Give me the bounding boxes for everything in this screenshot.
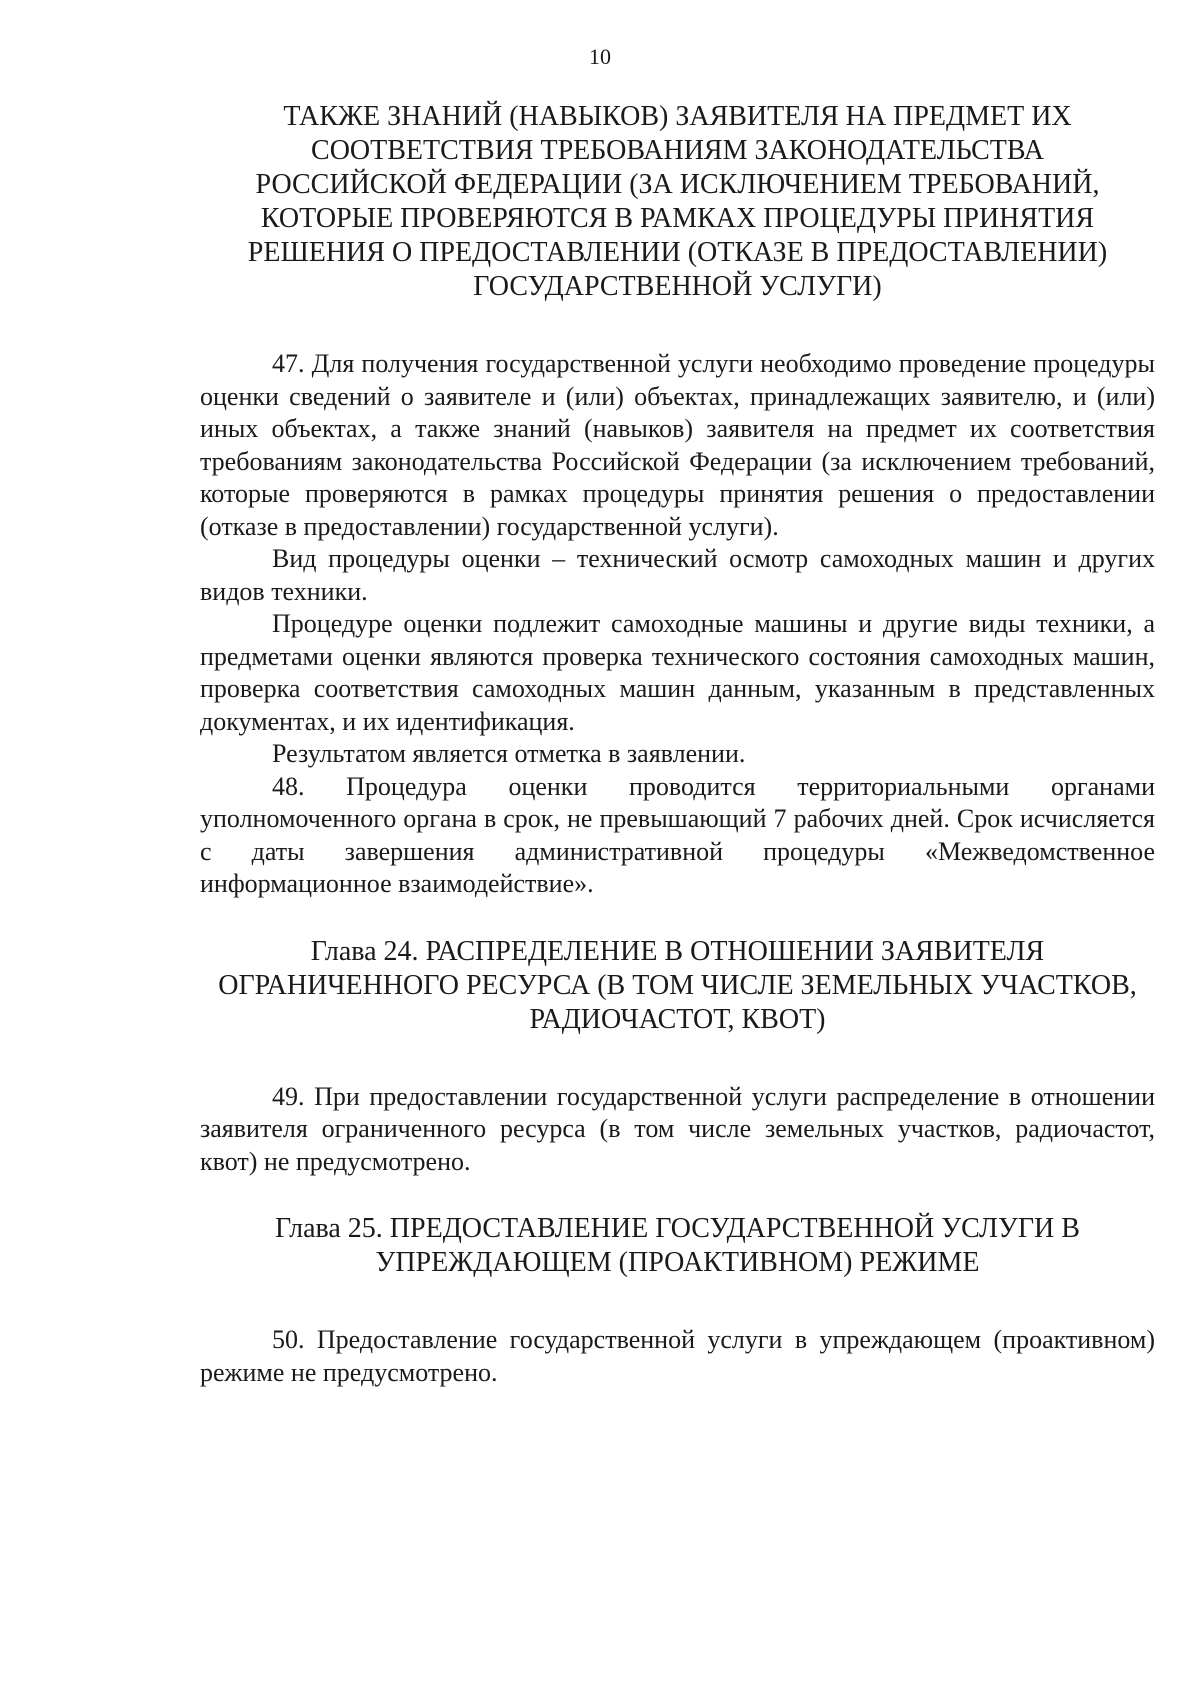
paragraph-result: Результатом является отметка в заявлении. <box>272 739 746 768</box>
heading-line: ГОСУДАРСТВЕННОЙ УСЛУГИ) <box>473 271 882 302</box>
spacer <box>200 1178 1155 1212</box>
document-body <box>200 100 1155 1389</box>
spacer <box>200 901 1155 935</box>
paragraph-48: 48. Процедура оценки проводится территориальными органами уполномоченного органа в срок, не превышающий 7 рабочих дней. Срок исчисляется с даты завершения административной процедуры «Межведомственное информационное взаимодействие». <box>200 771 1155 898</box>
heading-line: СООТВЕТСТВИЯ ТРЕБОВАНИЯМ ЗАКОНОДАТЕЛЬСТВА <box>311 135 1044 166</box>
heading-line: РАДИОЧАСТОТ, КВОТ) <box>529 1003 826 1035</box>
paragraph-47: 47. Для получения государственной услуги необходимо проведение процедуры оценки сведений о заявителе и (или) объектах, принадлежащих заявителю, и (или) иных объектах, а также знаний (навыков) заявителя на предмет их соответствия требованиям законодательства Российской Федерации (за исключением требований, которые проверяются в рамках процедуры принятия решения о предоставлении (отказе в предоставлении) государственной услуги). <box>200 349 1155 541</box>
paragraph-50: 50. Предоставление государственной услуги в упреждающем (проактивном) режиме не предусмотрено. <box>200 1325 1155 1387</box>
heading-line: ОГРАНИЧЕННОГО РЕСУРСА (В ТОМ ЧИСЛЕ ЗЕМЕЛЬНЫХ УЧАСТКОВ, <box>218 969 1137 1001</box>
chapter-heading-25 <box>200 1212 1155 1280</box>
heading-line: УПРЕЖДАЮЩЕМ (ПРОАКТИВНОМ) РЕЖИМЕ <box>375 1247 980 1278</box>
heading-line: РОССИЙСКОЙ ФЕДЕРАЦИИ (ЗА ИСКЛЮЧЕНИЕМ ТРЕБОВАНИЙ, <box>255 169 1100 200</box>
heading-line: Глава 24. РАСПРЕДЕЛЕНИЕ В ОТНОШЕНИИ ЗАЯВИТЕЛЯ <box>310 935 1045 967</box>
section-heading-assessment <box>176 100 1179 304</box>
heading-line: КОТОРЫЕ ПРОВЕРЯЮТСЯ В РАМКАХ ПРОЦЕДУРЫ ПРИНЯТИЯ <box>260 203 1095 234</box>
heading-line: Глава 25. ПРЕДОСТАВЛЕНИЕ ГОСУДАРСТВЕННОЙ УСЛУГИ В <box>275 1213 1080 1244</box>
paragraph-assessment-subject: Процедуре оценки подлежит самоходные машины и другие виды техники, а предметами оценки являются проверка технического состояния самоходных машин, проверка соответствия самоходных машин данным, указанным в представленных документах, и их идентификация. <box>200 609 1155 736</box>
paragraph-assessment-type: Вид процедуры оценки – технический осмотр самоходных машин и других видов техники. <box>200 544 1155 606</box>
page-number: 10 <box>589 44 611 69</box>
spacer <box>200 1037 1155 1081</box>
spacer <box>200 304 1155 348</box>
chapter-heading-24 <box>200 935 1155 1037</box>
heading-line: РЕШЕНИЯ О ПРЕДОСТАВЛЕНИИ (ОТКАЗЕ В ПРЕДОСТАВЛЕНИИ) <box>247 237 1108 268</box>
paragraph-49: 49. При предоставлении государственной услуги распределение в отношении заявителя ограниченного ресурса (в том числе земельных участков, радиочастот, квот) не предусмотрено. <box>200 1081 1155 1176</box>
heading-line: ТАКЖЕ ЗНАНИЙ (НАВЫКОВ) ЗАЯВИТЕЛЯ НА ПРЕДМЕТ ИХ <box>283 101 1072 132</box>
spacer <box>200 1280 1155 1324</box>
